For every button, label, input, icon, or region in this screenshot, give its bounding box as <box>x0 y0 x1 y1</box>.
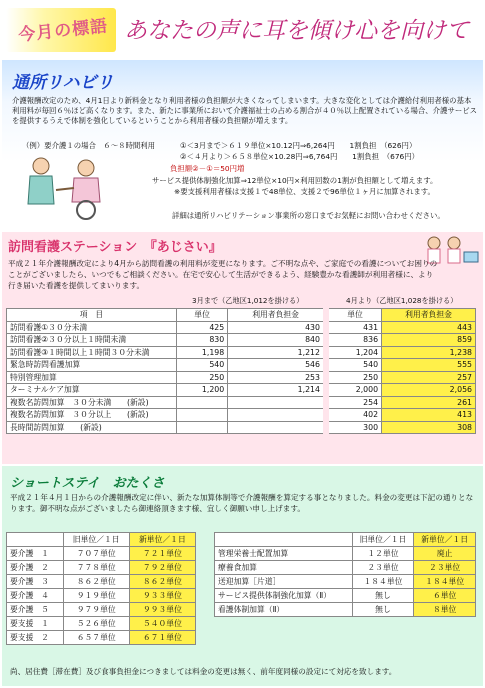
nursing-fee-table <box>6 308 476 434</box>
table-cell: ５４０単位 <box>129 617 195 631</box>
table-cell: ８６２単位 <box>63 575 129 589</box>
table-cell: 250 <box>326 371 382 384</box>
table-cell: 訪問看護②３０分以上１時間未満 <box>7 334 177 347</box>
table-cell <box>177 409 228 422</box>
table-row <box>7 617 196 631</box>
table-cell: 要介護 ２ <box>7 561 64 575</box>
rehab-formula: 負担額②－①＝50円増 <box>170 164 245 173</box>
table-cell: 1,214 <box>228 384 326 397</box>
shortstay-addition-table <box>214 532 476 617</box>
table-cell: 250 <box>177 371 228 384</box>
table-header-cell <box>215 533 353 547</box>
nursing-title: 訪問看護ステーション 『あじさい』 <box>8 240 222 255</box>
table-cell: ７９２単位 <box>129 561 195 575</box>
table-cell: 1,238 <box>382 346 476 359</box>
nursing-section <box>2 232 483 464</box>
table-row <box>215 561 476 575</box>
motto-label: 今月の標語 <box>17 16 110 46</box>
table-cell: ７０７単位 <box>63 547 129 561</box>
table-cell: 840 <box>228 334 326 347</box>
table-cell: 555 <box>382 359 476 372</box>
rehab-example-1: ①＜3月まで＞６１９単位×10.12円⇒6,264円 1割負担 （626円） <box>180 141 417 150</box>
table-cell: 看護体制加算（Ⅱ） <box>215 603 353 617</box>
table-cell: 要支援 ２ <box>7 631 64 645</box>
table-cell: ６５７単位 <box>63 631 129 645</box>
rehab-section <box>2 60 483 230</box>
table-cell: ６７１単位 <box>129 631 195 645</box>
nursing-body: 平成２１年介護報酬改定により4月から訪問看護の利用料が変更になります。ご不明な点や、ご家庭での看護についてお困りのことがございましたら、いつでもご相談ください。在宅で安心して生活ができるよう、経験豊かな看護師が利用者様に、より行き届いた看護を提供してまいります。 <box>8 259 438 290</box>
table-cell: 253 <box>228 371 326 384</box>
table-row <box>7 603 196 617</box>
table-cell: 送迎加算［片道］ <box>215 575 353 589</box>
table-cell: ２３単位 <box>414 561 476 575</box>
table-cell: 402 <box>326 409 382 422</box>
table-header-cell: 単位 <box>177 309 228 322</box>
table-cell: 無し <box>352 589 414 603</box>
table-row <box>7 384 476 397</box>
table-cell: 管理栄養士配置加算 <box>215 547 353 561</box>
table-cell: 1,198 <box>177 346 228 359</box>
table-cell <box>177 421 228 434</box>
table-cell: ７２１単位 <box>129 547 195 561</box>
table-header-cell: 利用者負担金 <box>382 309 476 322</box>
table-cell: 546 <box>228 359 326 372</box>
table-row <box>7 321 476 334</box>
table-cell: １２単位 <box>352 547 414 561</box>
table-row <box>7 359 476 372</box>
table-header-cell: 単位 <box>326 309 382 322</box>
table-row <box>7 547 196 561</box>
table-cell: ７７８単位 <box>63 561 129 575</box>
table-cell: 緊急時訪問看護加算 <box>7 359 177 372</box>
shortstay-section <box>2 466 483 686</box>
table-row <box>215 575 476 589</box>
table-row <box>215 603 476 617</box>
table-cell: １８４単位 <box>352 575 414 589</box>
table-cell: ８単位 <box>414 603 476 617</box>
table-cell: 特別管理加算 <box>7 371 177 384</box>
table-cell: 254 <box>326 396 382 409</box>
shortstay-title: ショートステイ おたくさ <box>10 476 165 491</box>
table-cell <box>228 396 326 409</box>
table-header-row <box>215 533 476 547</box>
table-row <box>7 371 476 384</box>
table-header-cell <box>7 533 64 547</box>
table-cell: 複数名訪問加算 ３０分以上 (新設) <box>7 409 177 422</box>
table-cell: 830 <box>177 334 228 347</box>
rehab-example: （例）要介護１の場合 ６～８時間利用 <box>22 141 156 150</box>
table-cell: 長時間訪問加算 (新設) <box>7 421 177 434</box>
table-header-cell: 旧単位／１日 <box>352 533 414 547</box>
table-cell: ターミナルケア加算 <box>7 384 177 397</box>
table-cell <box>228 421 326 434</box>
table-cell: 無し <box>352 603 414 617</box>
table-cell: 431 <box>326 321 382 334</box>
table-row <box>7 589 196 603</box>
table-cell: 療養食加算 <box>215 561 353 575</box>
table-cell: ２３単位 <box>352 561 414 575</box>
table-header-cell: 新単位／１日 <box>414 533 476 547</box>
table-cell: ９３３単位 <box>129 589 195 603</box>
table-row <box>215 547 476 561</box>
table-header-cell: 旧単位／１日 <box>63 533 129 547</box>
table-row <box>7 421 476 434</box>
table-row <box>7 409 476 422</box>
table-row <box>7 346 476 359</box>
rehab-example-2: ②＜４月より＞６５８単位×10.28円⇒6,764円 1割負担 （676円） <box>180 152 420 161</box>
shortstay-footer: 尚、居住費［滞在費］及び食事負担金につきましては料金の変更は無く、前年度同様の設定にて対応を致します。 <box>10 667 397 676</box>
rehab-footer: 詳細は通所リハビリテーション事業所の窓口までお気軽にお問い合わせください。 <box>172 211 445 220</box>
rehab-title: 通所リハビリ <box>12 73 114 93</box>
table-cell: 要支援 １ <box>7 617 64 631</box>
table-header-cell: 新単位／１日 <box>129 533 195 547</box>
table-cell: 1,204 <box>326 346 382 359</box>
rehab-body: 介護報酬改定のため、4月1日より新料金となり利用者様の負担額が大きくなってしまいます。大きな変化としては介護給付利用者様の基本利用料が毎回６％ほど高くなります。また、新たに事業所において介護福祉士の占める割合が４０％以上配置されている場合、介護サービスを提供するうえで体制を強化しているということから利用者様の負担額が増えます。 <box>12 96 478 125</box>
table-row <box>7 575 196 589</box>
table-cell: ６単位 <box>414 589 476 603</box>
table-cell: 訪問看護③１時間以上１時間３０分未満 <box>7 346 177 359</box>
table-cell: 2,000 <box>326 384 382 397</box>
table-cell: 300 <box>326 421 382 434</box>
table-cell: ９９３単位 <box>129 603 195 617</box>
table-cell: 訪問看護①３０分未満 <box>7 321 177 334</box>
table-cell: 要介護 ４ <box>7 589 64 603</box>
table-cell: 廃止 <box>414 547 476 561</box>
table-cell <box>177 396 228 409</box>
table-cell: 要介護 １ <box>7 547 64 561</box>
header <box>0 0 485 60</box>
table-header-row <box>7 533 196 547</box>
caption-march: 3月まで（乙地区1,012を掛ける） <box>192 296 304 305</box>
table-cell: 425 <box>177 321 228 334</box>
table-cell: 1,212 <box>228 346 326 359</box>
table-cell: ９１９単位 <box>63 589 129 603</box>
motto-title: あなたの声に耳を傾け心を向けて <box>124 18 469 44</box>
table-cell: 413 <box>382 409 476 422</box>
table-row <box>7 631 196 645</box>
table-cell: 540 <box>177 359 228 372</box>
table-header-cell: 項 目 <box>7 309 177 322</box>
table-header-cell: 利用者負担金 <box>228 309 326 322</box>
table-cell: 443 <box>382 321 476 334</box>
table-cell: 要介護 ５ <box>7 603 64 617</box>
table-cell: 複数名訪問加算 ３０分未満 (新設) <box>7 396 177 409</box>
table-row <box>7 334 476 347</box>
table-row <box>7 561 196 575</box>
table-cell: ５２６単位 <box>63 617 129 631</box>
table-cell: 859 <box>382 334 476 347</box>
caregiver-illustration-icon <box>16 152 116 222</box>
table-cell: サービス提供体制強化加算（Ⅱ） <box>215 589 353 603</box>
table-cell: 要介護 ３ <box>7 575 64 589</box>
rehab-note: ※要支援利用者様は支援１で48単位、支援２で96単位１ヶ月に加算されます。 <box>174 187 435 196</box>
table-cell: ８６２単位 <box>129 575 195 589</box>
rehab-addition: サービス提供体制強化加算⇒12単位×10円×利用回数の1割が負担額として増えます。 <box>152 176 438 185</box>
table-cell <box>228 409 326 422</box>
table-cell: 257 <box>382 371 476 384</box>
table-cell: 430 <box>228 321 326 334</box>
table-cell: 1,200 <box>177 384 228 397</box>
table-cell: 540 <box>326 359 382 372</box>
table-row <box>215 589 476 603</box>
table-cell: 836 <box>326 334 382 347</box>
table-row <box>7 396 476 409</box>
shortstay-body: 平成２１年４月１日からの介護報酬改定に伴い、新たな加算体制等で介護報酬を算定する事となりました。料金の変更は下記の通りとなります。御不明な点がございましたら御連絡頂きます様、宜しく御願い申し上げます。 <box>10 493 474 513</box>
shortstay-care-table <box>6 532 196 645</box>
table-cell: 308 <box>382 421 476 434</box>
caption-april: 4月より（乙地区1,028を掛ける） <box>346 296 458 305</box>
table-header-row <box>7 309 476 322</box>
table-cell: １８４単位 <box>414 575 476 589</box>
table-cell: ９７９単位 <box>63 603 129 617</box>
table-cell: 261 <box>382 396 476 409</box>
table-cell: 2,056 <box>382 384 476 397</box>
